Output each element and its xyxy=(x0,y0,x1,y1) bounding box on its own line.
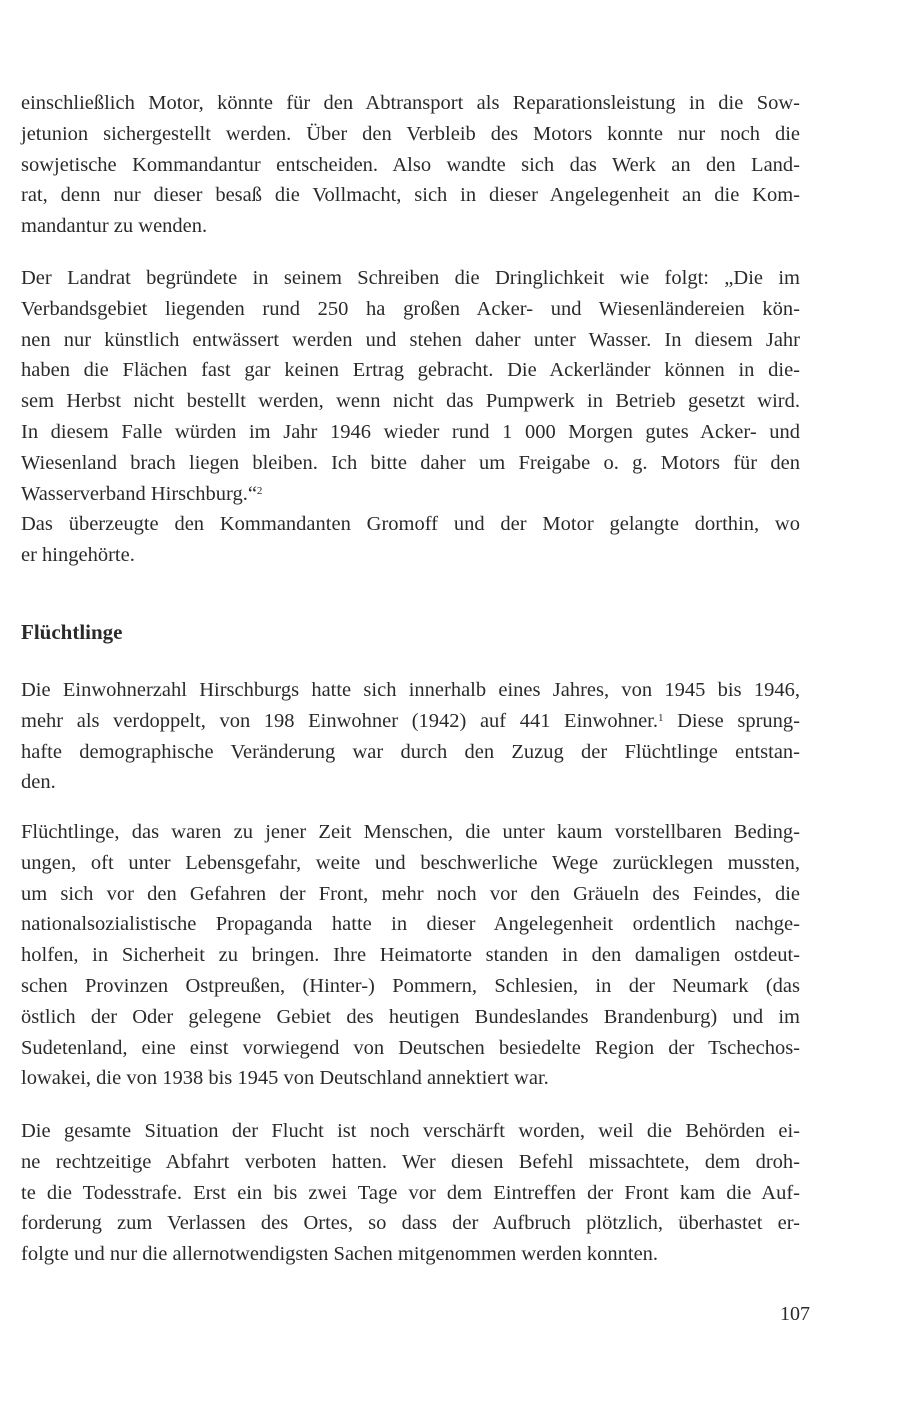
footnote-marker: 1 xyxy=(658,711,664,724)
text-line: sowjetische Kommandantur entscheiden. Also wandte sich das Werk an den Land- xyxy=(21,153,800,176)
text-line: Die gesamte Situation der Flucht ist noch verschärft worden, weil die Behörden ei- xyxy=(21,1120,800,1142)
text-line: In diesem Falle würden im Jahr 1946 wieder rund 1 000 Morgen gutes Acker- und xyxy=(21,420,800,443)
text-line: rat, denn nur dieser besaß die Vollmacht, sich in dieser Angelegenheit an die Kom- xyxy=(21,184,800,207)
page-number: 107 xyxy=(780,1303,810,1325)
text-line: Verbandsgebiet liegenden rund 250 ha großen Acker- und Wiesenländereien kön- xyxy=(21,297,800,320)
paragraph-2 xyxy=(21,263,800,571)
section-heading: Flüchtlinge xyxy=(21,620,123,644)
text-line xyxy=(21,706,800,737)
text-line: folgte und nur die allernotwendigsten Sachen mitgenommen werden konnten. xyxy=(21,1243,659,1266)
text-line: sem Herbst nicht bestellt werden, wenn nicht das Pumpwerk in Betrieb gesetzt wird. xyxy=(21,390,800,413)
paragraph-1 xyxy=(21,88,800,242)
text-line: nationalsozialistische Propaganda hatte in dieser Angelegenheit ordentlich nachge- xyxy=(21,913,800,936)
text-line: um sich vor den Gefahren der Front, mehr noch vor den Gräueln des Feindes, die xyxy=(21,882,800,905)
line-text: mehr als verdoppelt, von 198 Einwohner (1942) auf 441 Einwohner. xyxy=(21,709,658,732)
text-line: ne rechtzeitige Abfahrt verboten hatten. Wer diesen Befehl missachtete, dem droh- xyxy=(21,1150,800,1173)
text-line: haben die Flächen fast gar keinen Ertrag gebracht. Die Ackerländer können in die- xyxy=(21,359,800,382)
line-text: Wasserverband Hirschburg.“ xyxy=(21,482,257,505)
paragraph-4 xyxy=(21,817,800,1094)
footnote-marker: 2 xyxy=(256,484,263,497)
line-text: Diese sprung- xyxy=(663,709,800,732)
text-line: er hingehörte. xyxy=(21,544,135,567)
text-line: schen Provinzen Ostpreußen, (Hinter-) Pommern, Schlesien, in der Neumark (das xyxy=(21,974,800,997)
text-line: nen nur künstlich entwässert werden und stehen daher unter Wasser. In diesem Jahr xyxy=(21,328,800,351)
text-line: Wiesenland brach liegen bleiben. Ich bitte daher um Freigabe o. g. Motors für den xyxy=(21,451,800,474)
text-line: einschließlich Motor, könnte für den Abtransport als Reparationsleistung in die Sow- xyxy=(21,92,800,114)
text-line: forderung zum Verlassen des Ortes, so dass der Aufbruch plötzlich, überhastet er- xyxy=(21,1212,800,1235)
text-line: Das überzeugte den Kommandanten Gromoff und der Motor gelangte dorthin, wo xyxy=(21,513,800,536)
text-line: lowakei, die von 1938 bis 1945 von Deutschland annektiert war. xyxy=(21,1067,549,1090)
text-line: hafte demographische Veränderung war durch den Zuzug der Flüchtlinge entstan- xyxy=(21,740,800,763)
text-line: Sudetenland, eine einst vorwiegend von Deutschen besiedelte Region der Tschechos- xyxy=(21,1036,800,1059)
text-line: östlich der Oder gelegene Gebiet des heutigen Bundeslandes Brandenburg) und im xyxy=(21,1005,800,1028)
paragraph-3 xyxy=(21,675,800,798)
paragraph-5 xyxy=(21,1116,800,1270)
text-line: den. xyxy=(21,771,56,794)
text-line xyxy=(21,479,800,510)
text-line: te die Todesstrafe. Erst ein bis zwei Tage vor dem Eintreffen der Front kam die Auf- xyxy=(21,1181,800,1204)
text-line: Der Landrat begründete in seinem Schreiben die Dringlichkeit wie folgt: „Die im xyxy=(21,267,800,289)
text-line: Flüchtlinge, das waren zu jener Zeit Menschen, die unter kaum vorstellbaren Beding- xyxy=(21,821,800,843)
text-line: holfen, in Sicherheit zu bringen. Ihre Heimatorte standen in den damaligen ostdeut- xyxy=(21,944,800,967)
text-line: Die Einwohnerzahl Hirschburgs hatte sich innerhalb eines Jahres, von 1945 bis 1946, xyxy=(21,679,800,701)
text-line: jetunion sichergestellt werden. Über den Verbleib des Motors konnte nur noch die xyxy=(21,122,800,145)
text-line: ungen, oft unter Lebensgefahr, weite und beschwerliche Wege zurücklegen mussten, xyxy=(21,851,800,874)
text-line: mandantur zu wenden. xyxy=(21,215,208,238)
